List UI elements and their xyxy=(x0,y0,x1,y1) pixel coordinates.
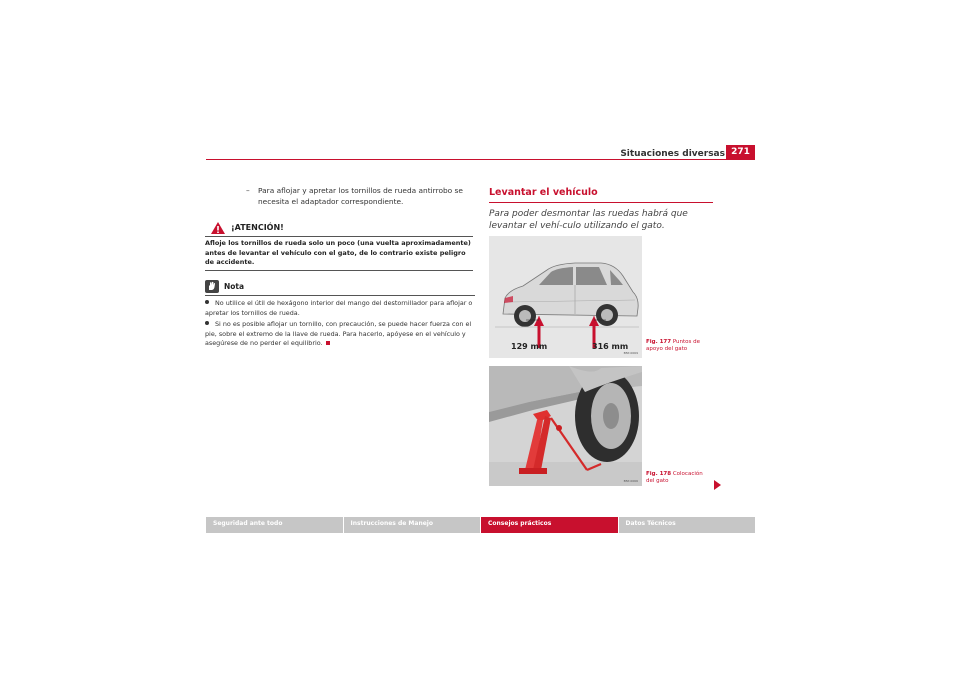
note-bullet-text: No utilice el útil de hexágono interior del mango del destornillador para aflojar o apretar los tornillos de rueda. xyxy=(205,299,473,317)
note-bullet-item xyxy=(205,299,475,318)
figure-number: Fig. 177 xyxy=(646,339,672,345)
note-bullet-text: Si no es posible aflojar un tornillo, con precaución, se puede hacer fuerza con el pie, sobre el extremo de la llave de rueda. Para hacerlo, apóyese en el vehículo y asegúrese de no perder el equilibrio. xyxy=(205,320,472,348)
header-rule xyxy=(206,159,755,160)
figure-caption-text: Puntos de apoyo del gato xyxy=(646,339,701,352)
dash-item-text: Para aflojar y apretar los tornillos de rueda antirrobo se necesita el adaptador correspondiente. xyxy=(258,186,463,206)
section-title: Situaciones diversas xyxy=(620,149,725,159)
section-end-marker xyxy=(326,341,330,345)
bullet-dot xyxy=(205,300,209,304)
warning-triangle-icon xyxy=(205,219,231,236)
warning-text: Afloje los tornillos de rueda solo un poco (una vuelta aproximadamente) antes de levantar el vehículo con el gato, de lo contrario existe peligro de accidente. xyxy=(205,237,473,271)
note-bullet-item xyxy=(205,320,475,349)
warning-title: ¡ATENCIÓN! xyxy=(231,223,284,232)
note-rule xyxy=(205,295,475,296)
page-number: 271 xyxy=(726,145,755,159)
dash-list-item xyxy=(246,185,473,207)
figure-number: Fig. 178 xyxy=(646,471,672,477)
left-column xyxy=(246,185,473,207)
section-heading: Levantar el vehículo xyxy=(489,187,598,198)
figure-jacking-points xyxy=(489,236,642,358)
jack-illustration xyxy=(489,366,642,486)
figure-code: B5P-0069 xyxy=(623,351,638,355)
tab-consejos[interactable]: Consejos prácticos xyxy=(481,517,618,533)
dimension-label: 316 mm xyxy=(592,342,629,351)
tab-seguridad[interactable]: Seguridad ante todo xyxy=(206,517,343,533)
note-title: Nota xyxy=(224,281,245,291)
tab-instrucciones[interactable]: Instrucciones de Manejo xyxy=(344,517,481,533)
figure-jack-placement xyxy=(489,366,642,486)
next-page-arrow-icon[interactable] xyxy=(714,480,721,490)
warning-box xyxy=(205,219,473,271)
right-column xyxy=(489,187,713,232)
warning-header xyxy=(205,219,473,237)
note-header xyxy=(205,279,475,293)
figure-caption xyxy=(646,471,712,485)
heading-rule xyxy=(489,202,713,203)
tab-datos[interactable]: Datos Técnicos xyxy=(619,517,756,533)
figure-caption-text: Colocación del gato xyxy=(646,471,703,484)
dash-marker: – xyxy=(246,186,250,195)
car-side-illustration xyxy=(489,236,642,358)
bullet-dot xyxy=(205,321,209,325)
note-box xyxy=(205,279,475,349)
figure-code: B5P-0066 xyxy=(623,479,638,483)
intro-text: Para poder desmontar las ruedas habrá que levantar el vehí-culo utilizando el gato. xyxy=(489,209,688,231)
figure-caption xyxy=(646,339,712,353)
footer-tabs xyxy=(206,517,755,533)
dimension-label: 129 mm xyxy=(511,342,548,351)
note-hand-icon xyxy=(205,280,219,293)
